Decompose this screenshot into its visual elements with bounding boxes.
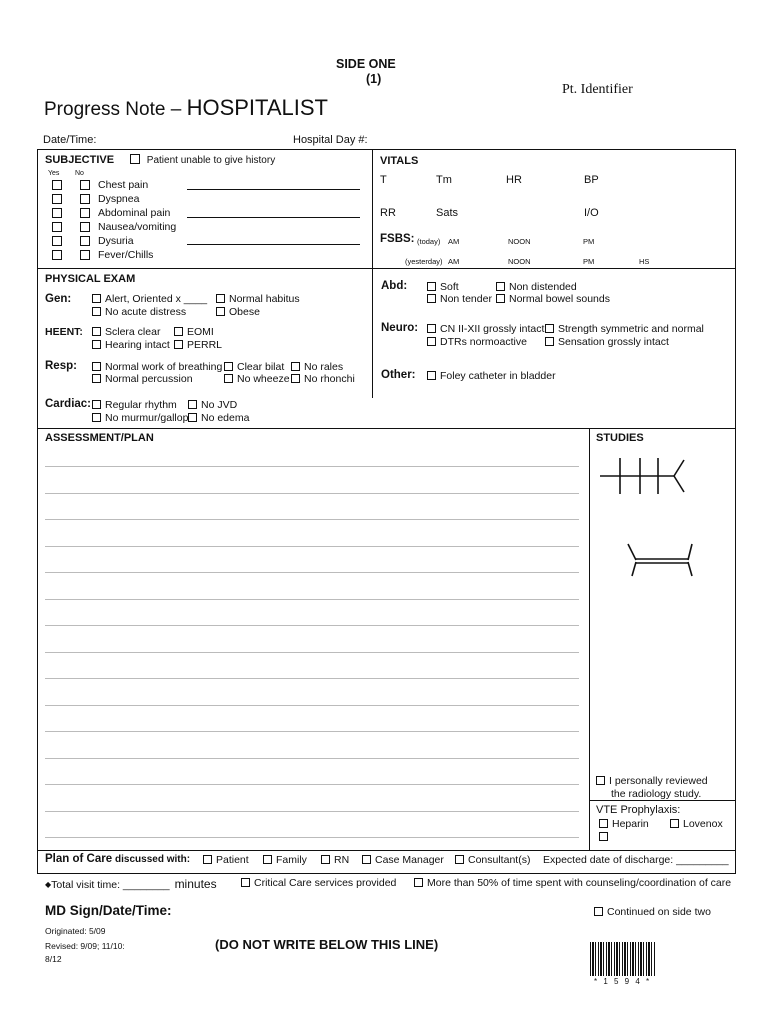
gen-habitus-option[interactable]: [216, 293, 300, 305]
vital-bp-label: BP: [584, 174, 599, 186]
yes-checkbox[interactable]: [52, 236, 62, 246]
no-checkbox[interactable]: [80, 180, 90, 190]
physical-exam-title: PHYSICAL EXAM: [45, 273, 136, 285]
hospital-day-label: Hospital Day #:: [293, 134, 368, 146]
checkbox[interactable]: [224, 374, 233, 383]
no-wheeze-option[interactable]: [224, 373, 290, 385]
symptom-label: Fever/Chills: [98, 249, 154, 261]
today-label: (today): [417, 237, 441, 246]
option-label: CN II-XII grossly intact: [440, 323, 545, 335]
fsbs-hs: HS: [639, 257, 650, 266]
checkbox[interactable]: [291, 374, 300, 383]
fsbs-pm: PM: [583, 237, 595, 246]
checkbox[interactable]: [670, 819, 679, 828]
option-label: Normal habitus: [229, 293, 300, 305]
studies-title: STUDIES: [596, 432, 644, 444]
subjective-row: [52, 249, 154, 262]
consultants-option[interactable]: [455, 854, 530, 866]
gen-alert-option[interactable]: [92, 293, 207, 305]
plan-of-care-row: [45, 853, 190, 865]
family-option[interactable]: [263, 854, 307, 866]
option-label: No acute distress: [105, 306, 187, 318]
option-label: No JVD: [201, 399, 238, 411]
option-label: Strength symmetric and normal: [558, 323, 704, 335]
continued-option[interactable]: [594, 906, 711, 918]
assessment-line[interactable]: [45, 837, 579, 838]
vital-hr-label: HR: [506, 174, 522, 186]
option-label: Regular rhythm: [105, 399, 177, 411]
patient-option[interactable]: [203, 854, 249, 866]
discussed-with-label: discussed with:: [115, 854, 191, 865]
no-checkbox[interactable]: [80, 208, 90, 218]
no-rales-option[interactable]: [291, 361, 343, 373]
soft-option[interactable]: [427, 281, 459, 293]
checkbox[interactable]: [362, 855, 371, 864]
foley-option[interactable]: [427, 370, 556, 382]
heparin-option[interactable]: [599, 818, 649, 830]
checkbox[interactable]: [188, 413, 197, 422]
checkbox[interactable]: [224, 362, 233, 371]
option-label: Family: [276, 854, 307, 866]
option-label: Obese: [229, 306, 260, 318]
assessment-line[interactable]: [45, 625, 579, 626]
option-label: Clear bilat: [237, 361, 285, 373]
option-label: Sclera clear: [105, 326, 161, 338]
discharge-date-field[interactable]: Expected date of discharge: _________: [543, 854, 729, 866]
diamond-icon: ◆: [45, 880, 52, 889]
assessment-line[interactable]: [45, 546, 579, 547]
option-label: Consultant(s): [468, 854, 531, 866]
do-not-write-notice: (DO NOT WRITE BELOW THIS LINE): [215, 937, 439, 952]
assessment-line[interactable]: [45, 784, 579, 785]
checkbox[interactable]: [203, 855, 212, 864]
symptom-label: Dyspnea: [98, 193, 140, 205]
option-label: Lovenox: [683, 818, 723, 830]
neuro-label: Neuro:: [381, 322, 419, 334]
abd-label: Abd:: [381, 280, 408, 292]
assessment-line[interactable]: [45, 678, 579, 679]
option-label: EOMI: [187, 326, 214, 338]
assessment-line[interactable]: [45, 758, 579, 759]
no-edema-option[interactable]: [188, 412, 249, 424]
vital-sats-label: Sats: [436, 207, 459, 219]
total-visit-time[interactable]: [45, 877, 217, 891]
revised-date: Revised: 9/09; 11/10:: [45, 941, 125, 951]
option-label: RN: [334, 854, 350, 866]
lab-fishbone-diagrams: [596, 452, 696, 582]
fsbs-am: AM: [448, 257, 460, 266]
comment-line[interactable]: [187, 217, 360, 218]
assessment-line[interactable]: [45, 466, 579, 467]
checkbox[interactable]: [545, 337, 554, 346]
no-murmur-option[interactable]: [92, 412, 188, 424]
side-one-label: SIDE ONE: [336, 57, 396, 71]
no-checkbox[interactable]: [80, 194, 90, 204]
checkbox[interactable]: [130, 154, 140, 164]
checkbox[interactable]: [455, 855, 464, 864]
fsbs-noon: NOON: [508, 257, 531, 266]
checkbox[interactable]: [174, 327, 183, 336]
checkbox[interactable]: [263, 855, 272, 864]
checkbox[interactable]: [427, 294, 436, 303]
vital-rr-label: RR: [380, 207, 396, 219]
fsbs-am: AM: [448, 237, 460, 246]
comment-line[interactable]: [187, 244, 360, 245]
checkbox[interactable]: [427, 371, 436, 380]
no-checkbox[interactable]: [80, 250, 90, 260]
plan-of-care-label: Plan of Care: [45, 853, 113, 865]
counseling-option[interactable]: [414, 877, 731, 889]
checkbox[interactable]: [599, 832, 608, 841]
option-label: Hearing intact: [105, 339, 170, 351]
checkbox[interactable]: [188, 400, 197, 409]
assessment-line[interactable]: [45, 811, 579, 812]
option-label: Soft: [440, 281, 459, 293]
checkbox[interactable]: [545, 324, 554, 333]
assessment-line[interactable]: [45, 519, 579, 520]
checkbox[interactable]: [496, 294, 505, 303]
subjective-row: [52, 179, 149, 192]
fsbs-noon: NOON: [508, 237, 531, 246]
barcode-text: * 1 5 9 4 *: [594, 977, 652, 986]
assessment-plan-title: ASSESSMENT/PLAN: [45, 432, 154, 444]
non-distended-option[interactable]: [496, 281, 577, 293]
symptom-label: Nausea/vomiting: [98, 221, 177, 233]
no-jvd-option[interactable]: [188, 399, 237, 411]
reviewed-radiology-option[interactable]: [596, 775, 708, 787]
symptom-label: Dysuria: [98, 235, 134, 247]
resp-label: Resp:: [45, 360, 77, 372]
sclera-option[interactable]: [92, 326, 160, 338]
barcode: [590, 942, 656, 976]
option-label: Sensation grossly intact: [558, 336, 669, 348]
no-header: No: [75, 170, 84, 177]
assessment-line[interactable]: [45, 652, 579, 653]
no-checkbox[interactable]: [80, 236, 90, 246]
option-label: Critical Care services provided: [254, 877, 397, 889]
normal-percussion-option[interactable]: [92, 373, 193, 385]
gen-label: Gen:: [45, 293, 72, 305]
perrl-option[interactable]: [174, 339, 222, 351]
option-label: No rales: [304, 361, 344, 373]
checkbox[interactable]: [92, 340, 101, 349]
page-title: [44, 95, 328, 121]
assessment-line[interactable]: [45, 705, 579, 706]
normal-bowel-option[interactable]: [496, 293, 610, 305]
option-label: No rhonchi: [304, 373, 355, 385]
lovenox-option[interactable]: [670, 818, 723, 830]
symptom-label: Abdominal pain: [98, 207, 171, 219]
checkbox[interactable]: [92, 413, 101, 422]
vital-io-label: I/O: [584, 207, 599, 219]
checkbox[interactable]: [92, 362, 101, 371]
vte-prophylaxis-label: VTE Prophylaxis:: [596, 804, 681, 816]
checkbox[interactable]: [599, 819, 608, 828]
assessment-line[interactable]: [45, 493, 579, 494]
cn-option[interactable]: [427, 323, 544, 335]
other-label: Other:: [381, 369, 416, 381]
strength-option[interactable]: [545, 323, 704, 335]
yes-checkbox[interactable]: [52, 222, 62, 232]
normal-breathing-option[interactable]: [92, 361, 222, 373]
eomi-option[interactable]: [174, 326, 214, 338]
option-label: Non distended: [509, 281, 577, 293]
option-label: Patient: [216, 854, 249, 866]
checkbox[interactable]: [427, 324, 436, 333]
page-number: (1): [366, 72, 382, 86]
assessment-line[interactable]: [45, 599, 579, 600]
option-label: DTRs normoactive: [440, 336, 527, 348]
subjective-row: [52, 193, 140, 206]
originated-date: Originated: 5/09: [45, 926, 106, 936]
checkbox[interactable]: [596, 776, 605, 785]
md-sign-label: MD Sign/Date/Time:: [45, 903, 172, 918]
total-visit-label: Total visit time: ________: [51, 879, 170, 891]
checkbox[interactable]: [216, 294, 225, 303]
option-label: Normal bowel sounds: [509, 293, 610, 305]
option-label: No murmur/gallop: [105, 412, 189, 424]
checkbox[interactable]: [414, 878, 423, 887]
option-label: Case Manager: [375, 854, 444, 866]
fsbs-pm: PM: [583, 257, 595, 266]
checkbox[interactable]: [291, 362, 300, 371]
option-label: Heparin: [612, 818, 649, 830]
clear-bilat-option[interactable]: [224, 361, 284, 373]
checkbox[interactable]: [92, 374, 101, 383]
vital-t-label: T: [380, 174, 387, 186]
hearing-option[interactable]: [92, 339, 170, 351]
critical-care-option[interactable]: [241, 877, 396, 889]
heent-label: HEENT:: [45, 326, 83, 338]
option-label: Continued on side two: [607, 906, 711, 918]
no-checkbox[interactable]: [80, 222, 90, 232]
checkbox[interactable]: [241, 878, 250, 887]
checkbox[interactable]: [92, 307, 101, 316]
title-prefix: Progress Note –: [44, 99, 182, 120]
revised-date-2: 8/12: [45, 954, 62, 964]
option-label: I personally reviewed: [609, 775, 708, 787]
subjective-row: [52, 207, 171, 220]
checkbox[interactable]: [321, 855, 330, 864]
cardiac-label: Cardiac:: [45, 398, 92, 410]
assessment-line[interactable]: [45, 731, 579, 732]
title-main: HOSPITALIST: [186, 95, 328, 120]
gen-nad-option[interactable]: [92, 306, 186, 318]
date-time-label: Date/Time:: [43, 134, 97, 146]
option-label: More than 50% of time spent with counseling/coordination of care: [427, 877, 732, 889]
rn-option[interactable]: [321, 854, 349, 866]
checkbox[interactable]: [594, 907, 603, 916]
checkbox[interactable]: [216, 307, 225, 316]
option-label: Non tender: [440, 293, 492, 305]
option-label: PERRL: [187, 339, 223, 351]
unable-history-option[interactable]: [130, 154, 275, 166]
checkbox[interactable]: [174, 340, 183, 349]
subjective-row: [52, 235, 134, 248]
option-label: Alert, Oriented x ____: [105, 293, 208, 305]
no-rhonchi-option[interactable]: [291, 373, 355, 385]
regular-rhythm-option[interactable]: [92, 399, 177, 411]
checkbox[interactable]: [427, 282, 436, 291]
vital-tm-label: Tm: [436, 174, 452, 186]
option-label: Foley catheter in bladder: [440, 370, 556, 382]
pt-identifier-label: Pt. Identifier: [562, 82, 633, 97]
checkbox[interactable]: [92, 327, 101, 336]
option-label: No edema: [201, 412, 250, 424]
checkbox[interactable]: [427, 337, 436, 346]
comment-line[interactable]: [187, 189, 360, 190]
vitals-title: VITALS: [380, 155, 419, 167]
option-label: No wheeze: [237, 373, 290, 385]
yes-checkbox[interactable]: [52, 180, 62, 190]
vte-other-option[interactable]: [599, 831, 612, 843]
dtrs-option[interactable]: [427, 336, 527, 348]
checkbox[interactable]: [92, 400, 101, 409]
checkbox[interactable]: [92, 294, 101, 303]
non-tender-option[interactable]: [427, 293, 492, 305]
fsbs-label: FSBS:: [380, 233, 415, 245]
sensation-option[interactable]: [545, 336, 669, 348]
unable-history-label: Patient unable to give history: [146, 155, 276, 166]
assessment-line[interactable]: [45, 572, 579, 573]
checkbox[interactable]: [496, 282, 505, 291]
subjective-title: SUBJECTIVE: [45, 154, 115, 166]
yesterday-label: (yesterday): [405, 257, 443, 266]
yes-checkbox[interactable]: [52, 208, 62, 218]
subjective-row: [52, 221, 177, 234]
minutes-label: minutes: [174, 877, 217, 891]
case-manager-option[interactable]: [362, 854, 444, 866]
option-label: Normal work of breathing: [105, 361, 223, 373]
yes-checkbox[interactable]: [52, 194, 62, 204]
yes-header: Yes: [48, 170, 60, 177]
option-label: Normal percussion: [105, 373, 193, 385]
gen-obese-option[interactable]: [216, 306, 260, 318]
symptom-label: Chest pain: [98, 179, 149, 191]
reviewed-radiology-label-2: the radiology study.: [611, 788, 702, 800]
yes-checkbox[interactable]: [52, 250, 62, 260]
